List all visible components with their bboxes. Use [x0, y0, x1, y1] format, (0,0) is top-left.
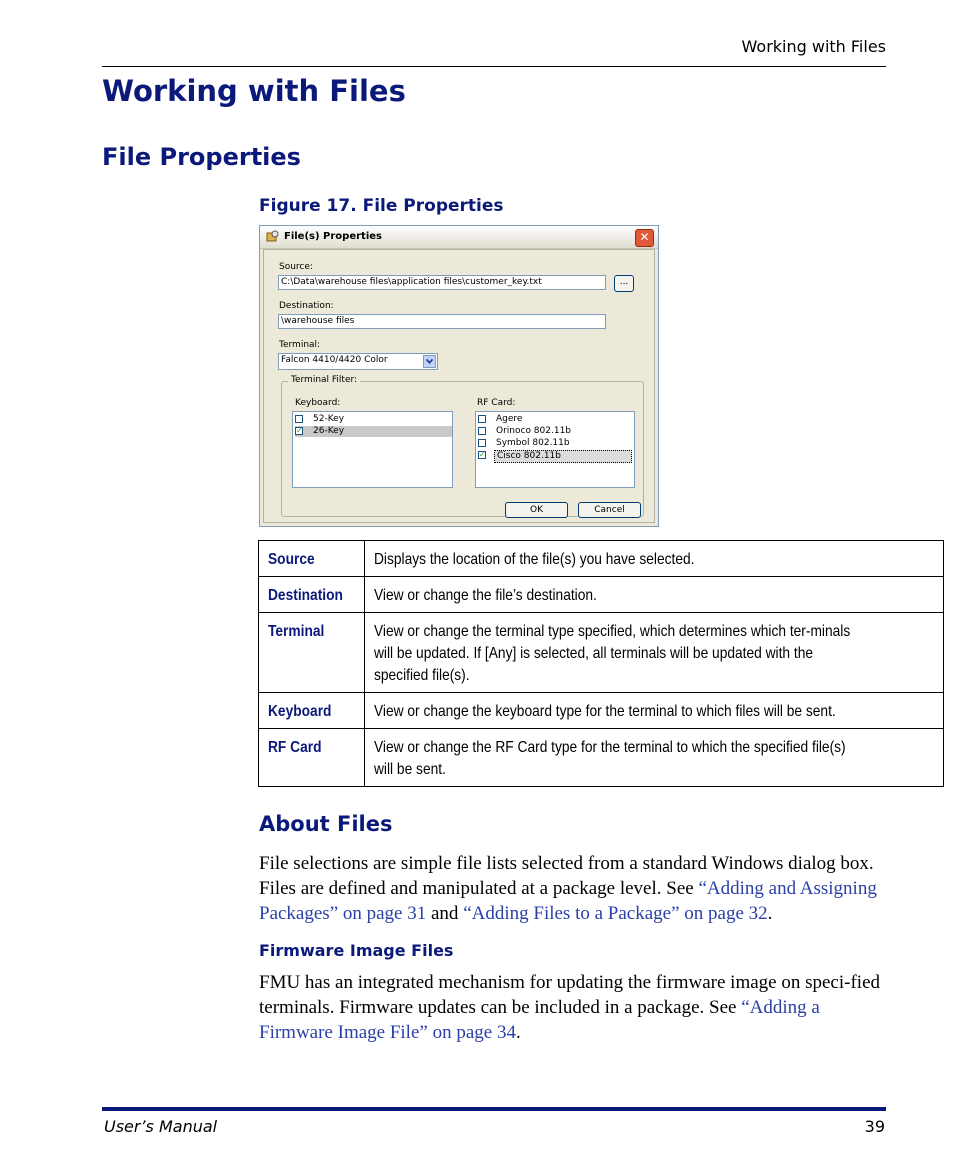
dialog-title: File(s) Properties: [284, 231, 382, 242]
table-row: [259, 729, 944, 787]
checkbox[interactable]: [478, 439, 486, 447]
header-rule: [102, 66, 886, 67]
description-cell: View or change the terminal type specified, which determines which ter-minals will be updated. If [Any] is selected, all terminals will be updated with the specified file(s).: [374, 623, 851, 684]
terminal-label: Terminal:: [279, 340, 321, 350]
paragraph-text: and: [426, 903, 464, 924]
rfcard-item[interactable]: [478, 426, 632, 437]
description-cell: View or change the RF Card type for the terminal to which the specified file(s) will be sent.: [374, 739, 846, 778]
keyboard-item[interactable]: [295, 414, 450, 425]
paragraph-text: File selections are simple file lists selected from a standard Windows dialog box. Files are defined and manipulated at a package level. See: [259, 853, 874, 899]
dialog-app-icon: [266, 230, 279, 243]
terminal-selected-value: Falcon 4410/4420 Color: [281, 355, 388, 365]
firmware-paragraph: [259, 970, 889, 1045]
dialog-body: [263, 249, 655, 523]
term-cell: RF Card: [268, 739, 322, 756]
rfcard-item-label: Orinoco 802.11b: [496, 426, 572, 436]
link-adding-files-to-package[interactable]: “Adding Files to a Package” on page 32: [463, 903, 768, 924]
source-input[interactable]: C:\Data\warehouse files\application files\customer_key.txt: [278, 275, 606, 290]
description-cell: Displays the location of the file(s) you have selected.: [374, 551, 695, 568]
checkbox-checked[interactable]: ✓: [479, 450, 486, 459]
table-row: [259, 613, 944, 693]
description-cell: View or change the file’s destination.: [374, 587, 597, 604]
rfcard-item[interactable]: [478, 414, 632, 425]
term-cell: Destination: [268, 587, 343, 604]
running-header: Working with Files: [741, 37, 886, 56]
keyboard-label: Keyboard:: [295, 398, 341, 408]
footer-title: User’s Manual: [104, 1117, 218, 1136]
checkbox-checked[interactable]: ✓: [296, 426, 303, 435]
keyboard-item-label: 52-Key: [313, 414, 345, 424]
checkbox[interactable]: [478, 427, 486, 435]
file-properties-dialog: [259, 225, 659, 527]
checkbox[interactable]: [295, 415, 303, 423]
footer-rule: [102, 1107, 886, 1111]
rfcard-label: RF Card:: [477, 398, 516, 408]
rfcard-item-label: Symbol 802.11b: [496, 438, 570, 448]
browse-button[interactable]: ...: [614, 275, 634, 292]
link-adding-assigning-packages[interactable]: “Adding and Assigning Packages” on page 31: [259, 878, 877, 924]
table-row: [259, 577, 944, 613]
checkbox[interactable]: [478, 415, 486, 423]
rfcard-list[interactable]: [475, 411, 635, 488]
keyboard-list[interactable]: [292, 411, 453, 488]
cancel-button[interactable]: Cancel: [578, 502, 641, 518]
paragraph-text: .: [767, 903, 773, 924]
terminal-filter-legend: Terminal Filter:: [288, 375, 360, 385]
page-number: 39: [864, 1117, 885, 1136]
keyboard-item-label: 26-Key: [313, 426, 345, 436]
rfcard-item[interactable]: [478, 450, 632, 461]
terminal-select[interactable]: [278, 353, 438, 370]
keyboard-item[interactable]: [295, 426, 452, 437]
ok-button[interactable]: OK: [505, 502, 568, 518]
page-title: Working with Files: [102, 74, 406, 108]
destination-label: Destination:: [279, 301, 334, 311]
close-icon[interactable]: ✕: [635, 229, 654, 247]
section-title: File Properties: [102, 143, 301, 171]
description-cell: View or change the keyboard type for the terminal to which files will be sent.: [374, 703, 836, 720]
dialog-titlebar: [260, 226, 658, 249]
table-row: [259, 541, 944, 577]
link-adding-firmware-image[interactable]: “Adding a Firmware Image File” on page 34: [259, 997, 820, 1043]
rfcard-item[interactable]: [478, 438, 632, 449]
term-cell: Terminal: [268, 623, 325, 640]
firmware-heading: Firmware Image Files: [259, 941, 454, 960]
properties-table: [258, 540, 944, 787]
about-files-heading: About Files: [259, 812, 393, 836]
term-cell: Keyboard: [268, 703, 332, 720]
term-cell: Source: [268, 551, 315, 568]
figure-caption: Figure 17. File Properties: [259, 196, 504, 216]
about-files-paragraph: [259, 851, 889, 926]
rfcard-item-label: Agere: [496, 414, 523, 424]
source-label: Source:: [279, 262, 313, 272]
rfcard-item-label: Cisco 802.11b: [494, 450, 632, 463]
chevron-down-icon[interactable]: [423, 355, 436, 368]
destination-input[interactable]: \warehouse files: [278, 314, 606, 329]
paragraph-text: FMU has an integrated mechanism for updating the firmware image on speci-fied terminals. Firmware updates can be included in a package. See: [259, 972, 880, 1018]
paragraph-text: .: [515, 1022, 521, 1043]
table-row: [259, 693, 944, 729]
